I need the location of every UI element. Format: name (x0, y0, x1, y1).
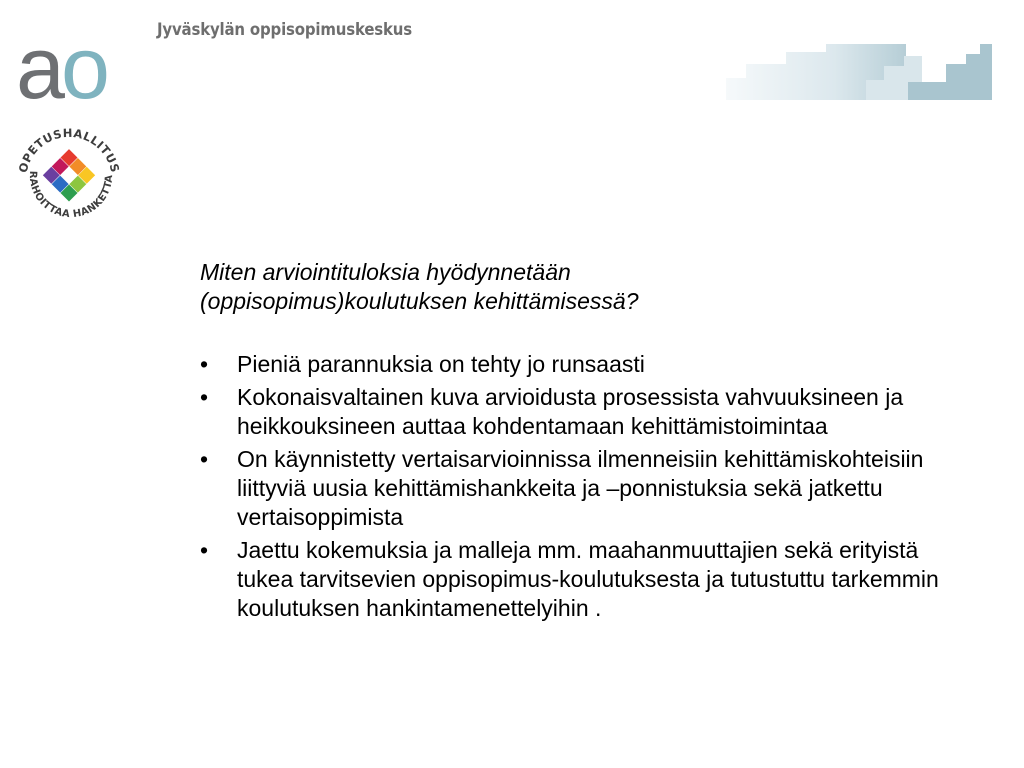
bullet-text: Jaettu kokemuksia ja malleja mm. maahanmuuttajien sekä erityistä tukea tarvitsevien oppisopimus-koulutuksesta ja tutustuttu tarkemmin koulutuksen hankintamenettelyihin . (237, 537, 939, 621)
seal-text-bottom: RAHOITTAA HANKETTA (26, 170, 116, 221)
list-item (200, 536, 960, 623)
bullet-icon: • (200, 537, 209, 563)
question-line-1: Miten arviointituloksia hyödynnetään (200, 259, 571, 285)
question-line-2: (oppisopimus)koulutuksen kehittämisessä? (200, 288, 639, 314)
seal-text-top: OPETUSHALLITUS (15, 125, 123, 175)
slide-content (200, 258, 960, 627)
slide-question (200, 258, 960, 316)
diamond-emblem-icon (43, 149, 95, 201)
organization-name: Jyväskylän oppisopimuskeskus (157, 20, 413, 40)
ao-logo (16, 28, 136, 108)
ao-logo-o: o (60, 28, 106, 108)
list-item (200, 383, 960, 441)
bullet-icon: • (200, 384, 209, 410)
list-item (200, 445, 960, 532)
list-item (200, 350, 960, 379)
bullet-icon: • (200, 446, 209, 472)
bullet-list (200, 350, 960, 623)
bullet-text: On käynnistetty vertaisarvioinnissa ilmenneisiin kehittämiskohteisiin liittyviä uusia kehittämishankkeita ja –ponnistuksia sekä jatkettu vertaisoppimista (237, 446, 924, 530)
opetushallitus-seal (10, 118, 128, 236)
decorative-steps-graphic (726, 40, 994, 100)
ao-logo-a: a (16, 28, 61, 108)
bullet-icon: • (200, 351, 209, 377)
bullet-text: Kokonaisvaltainen kuva arvioidusta prosessista vahvuuksineen ja heikkouksineen auttaa kohdentamaan kehittämistoimintaa (237, 384, 904, 439)
svg-text:ao (16, 28, 107, 108)
bullet-text: Pieniä parannuksia on tehty jo runsaasti (237, 351, 645, 377)
